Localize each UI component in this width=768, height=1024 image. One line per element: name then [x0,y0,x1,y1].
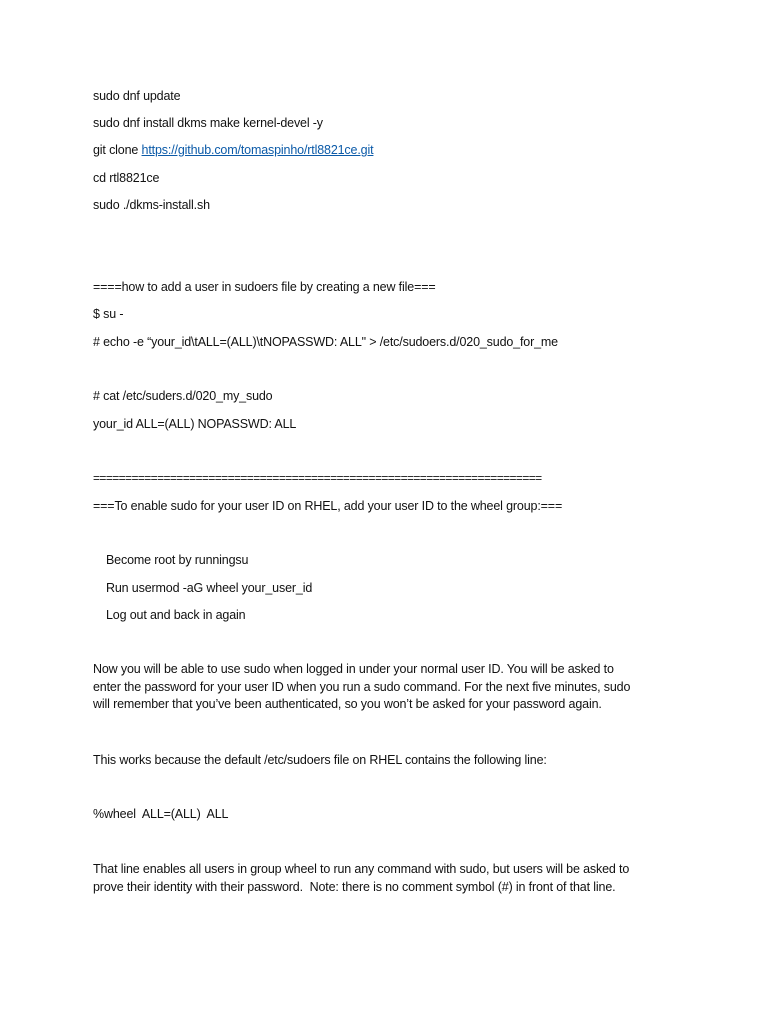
paragraph-line: will remember that you’ve been authenticated, so you won’t be asked for your password again. [93,697,602,711]
paragraph-line: Now you will be able to use sudo when logged in under your normal user ID. You will be asked to [93,662,614,676]
command-echo-sudoers: # echo -e “your_id\tALL=(ALL)\tNOPASSWD: ALL" > /etc/sudoers.d/020_sudo_for_me [93,335,558,349]
command-cd: cd rtl8821ce [93,171,160,185]
command-dkms-install: sudo ./dkms-install.sh [93,198,210,212]
paragraph-line: prove their identity with their password. Note: there is no comment symbol (#) in front of that line. [93,879,616,894]
command-git-clone [93,142,373,159]
sudoers-section-heading: ====how to add a user in sudoers file by creating a new file=== [93,280,436,294]
wheel-config-line: %wheel ALL=(ALL) ALL [93,807,229,821]
step-logout: Log out and back in again [106,608,246,622]
step-usermod: Run usermod -aG wheel your_user_id [106,581,313,595]
paragraph-sudo-usage [93,661,683,714]
paragraph-default-sudoers: This works because the default /etc/sudoers file on RHEL contains the following line: [93,753,547,767]
command-dnf-update: sudo dnf update [93,89,181,103]
github-repo-link[interactable]: https://github.com/tomaspinho/rtl8821ce.git [141,143,374,157]
paragraph-line: That line enables all users in group wheel to run any command with sudo, but users will be asked to [93,862,630,876]
command-cat-sudoers: # cat /etc/suders.d/020_my_sudo [93,389,273,403]
paragraph-wheel-explanation [93,861,683,896]
sudoers-entry: your_id ALL=(ALL) NOPASSWD: ALL [93,417,297,431]
step-become-root: Become root by runningsu [106,553,249,567]
wheel-section-heading: ===To enable sudo for your user ID on RHEL, add your user ID to the wheel group:=== [93,499,563,513]
git-clone-prefix: git clone [93,143,142,157]
paragraph-line: enter the password for your user ID when you run a sudo command. For the next five minutes, sudo [93,679,631,694]
separator-line: ====================================================================== [93,471,542,485]
command-su: $ su - [93,307,124,321]
command-dnf-install: sudo dnf install dkms make kernel-devel -y [93,116,323,130]
